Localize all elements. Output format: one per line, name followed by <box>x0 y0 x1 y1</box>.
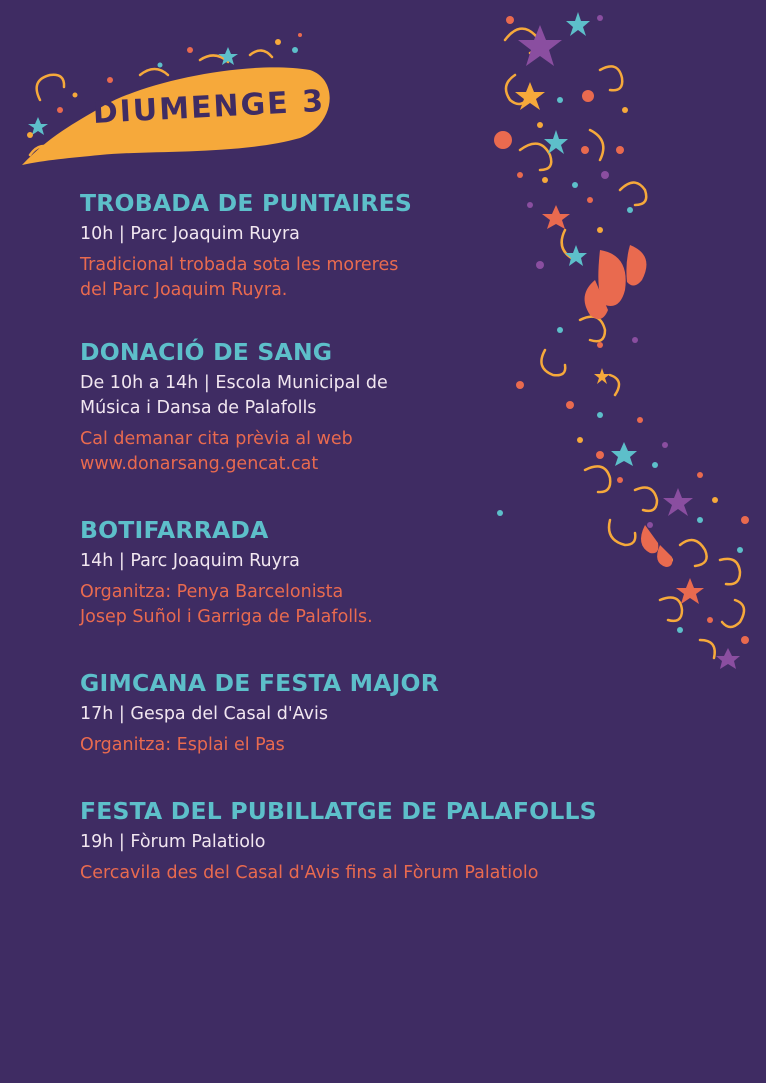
event-description <box>80 427 680 477</box>
event-description <box>80 580 680 630</box>
event-description-line: Tradicional trobada sota les moreres <box>80 255 399 275</box>
event-item <box>80 188 680 303</box>
event-title: TROBADA DE PUNTAIRES <box>80 189 413 217</box>
day-label: DIUMENGE 3 <box>92 83 326 131</box>
event-time-place: 14h | Parc Joaquim Ruyra <box>80 551 300 571</box>
event-time-place: 17h | Gespa del Casal d'Avis <box>80 704 328 724</box>
event-item <box>80 515 680 630</box>
event-description <box>80 733 680 758</box>
event-title: BOTIFARRADA <box>80 516 269 544</box>
events-list <box>80 188 680 886</box>
event-item <box>80 337 680 477</box>
event-time-place: 19h | Fòrum Palatiolo <box>80 832 266 852</box>
event-item <box>80 668 680 758</box>
event-description-line: Josep Suñol i Garriga de Palafolls. <box>80 607 373 627</box>
event-description <box>80 861 680 886</box>
event-time-line: Música i Dansa de Palafolls <box>80 398 317 418</box>
event-description-line: del Parc Joaquim Ruyra. <box>80 280 288 300</box>
event-title: FESTA DEL PUBILLATGE DE PALAFOLLS <box>80 797 597 825</box>
event-title: GIMCANA DE FESTA MAJOR <box>80 669 440 697</box>
event-time-place: 10h | Parc Joaquim Ruyra <box>80 224 300 244</box>
event-description-line: Organitza: Esplai el Pas <box>80 735 285 755</box>
event-time-line: De 10h a 14h | Escola Municipal de <box>80 373 388 393</box>
event-link[interactable]: www.donarsang.gencat.cat <box>80 454 319 474</box>
event-description-line: Cercavila des del Casal d'Avis fins al Fòrum Palatiolo <box>80 863 539 883</box>
event-title: DONACIÓ DE SANG <box>80 338 333 366</box>
event-description <box>80 253 680 303</box>
event-time-place <box>80 371 680 421</box>
event-description-line: Organitza: Penya Barcelonista <box>80 582 344 602</box>
event-item <box>80 796 680 886</box>
event-description-line: Cal demanar cita prèvia al web <box>80 429 353 449</box>
